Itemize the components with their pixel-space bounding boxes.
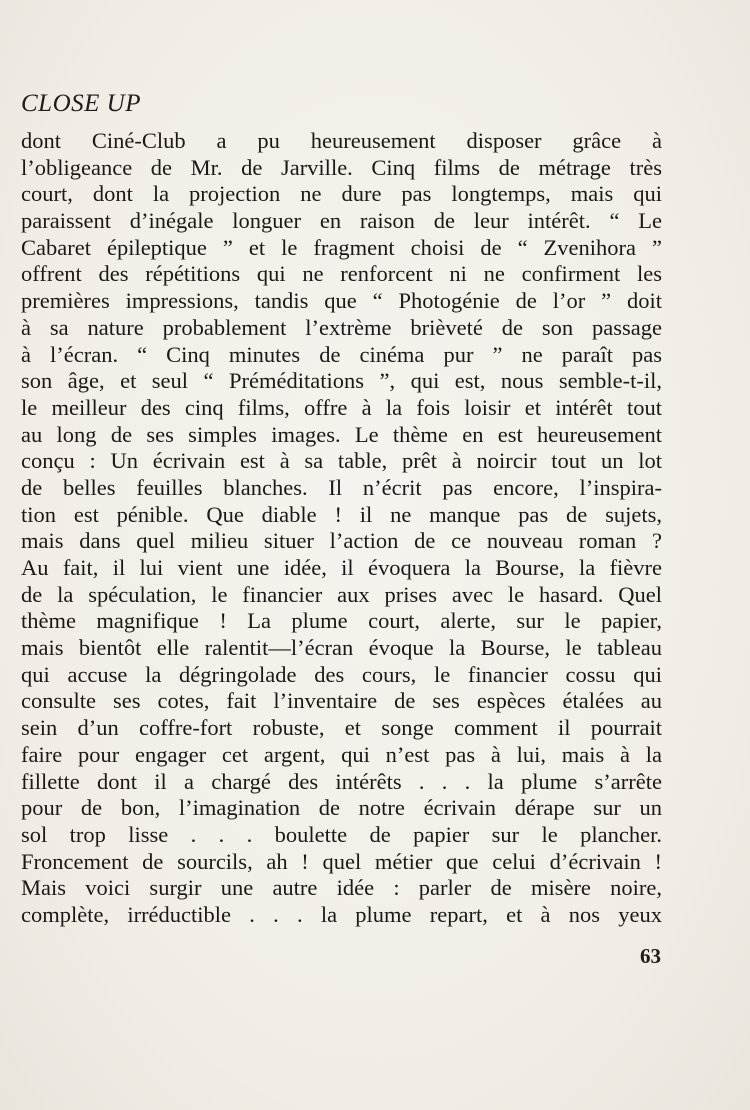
text-line: mais dans quel milieu situer l’action de ce nouveau roman ? — [21, 528, 662, 554]
text-line: le meilleur des cinq films, offre à la fois loisir et intérêt tout — [21, 394, 662, 420]
text-line: de la spéculation, le financier aux prises avec le hasard. Quel — [21, 581, 662, 607]
text-line: fillette dont il a chargé des intérêts . . . la plume s’arrête — [21, 768, 662, 794]
text-line: au long de ses simples images. Le thème en est heureusement — [21, 421, 662, 447]
text-line: dont Ciné-Club a pu heureusement disposer grâce à — [21, 128, 662, 153]
text-line: son âge, et seul “ Préméditations ”, qui est, nous semble-t-il, — [21, 368, 662, 394]
text-line: paraissent d’inégale longuer en raison de leur intérêt. “ Le — [21, 208, 662, 234]
text-line: court, dont la projection ne dure pas longtemps, mais qui — [21, 181, 662, 207]
text-line: offrent des répétitions qui ne renforcent ni ne confirment les — [21, 261, 662, 287]
running-header: CLOSE UP — [21, 90, 141, 117]
text-line: Mais voici surgir une autre idée : parler de misère noire, — [21, 875, 662, 901]
text-line: premières impressions, tandis que “ Photogénie de l’or ” doit — [21, 288, 662, 314]
text-line: Au fait, il lui vient une idée, il évoquera la Bourse, la fièvre — [21, 555, 662, 580]
page-number: 63 — [640, 944, 661, 968]
text-line: de belles feuilles blanches. Il n’écrit pas encore, l’inspira- — [21, 474, 662, 500]
text-line: pour de bon, l’imagination de notre écrivain dérape sur un — [21, 795, 662, 821]
text-line: conçu : Un écrivain est à sa table, prêt à noircir tout un lot — [21, 448, 662, 474]
text-line: qui accuse la dégringolade des cours, le financier cossu qui — [21, 661, 662, 687]
body-text — [21, 128, 662, 929]
text-line: sol trop lisse . . . boulette de papier sur le plancher. — [21, 821, 662, 847]
text-line: sein d’un coffre-fort robuste, et songe comment il pourrait — [21, 715, 662, 741]
text-line: thème magnifique ! La plume court, alerte, sur le papier, — [21, 608, 662, 634]
text-line: faire pour engager cet argent, qui n’est pas à lui, mais à la — [21, 741, 662, 767]
text-line: mais bientôt elle ralentit—l’écran évoque la Bourse, le tableau — [21, 635, 662, 661]
text-line: l’obligeance de Mr. de Jarville. Cinq films de métrage très — [21, 154, 662, 180]
text-line: complète, irréductible . . . la plume repart, et à nos yeux — [21, 901, 662, 927]
text-line: tion est pénible. Que diable ! il ne manque pas de sujets, — [21, 501, 662, 527]
text-line: Froncement de sourcils, ah ! quel métier que celui d’écrivain ! — [21, 848, 662, 874]
text-line: à sa nature probablement l’extrème brièveté de son passage — [21, 314, 662, 340]
text-line: à l’écran. “ Cinq minutes de cinéma pur ” ne paraît pas — [21, 341, 662, 367]
text-line: Cabaret épileptique ” et le fragment choisi de “ Zvenihora ” — [21, 234, 662, 260]
text-line: consulte ses cotes, fait l’inventaire de ses espèces étalées au — [21, 688, 662, 714]
